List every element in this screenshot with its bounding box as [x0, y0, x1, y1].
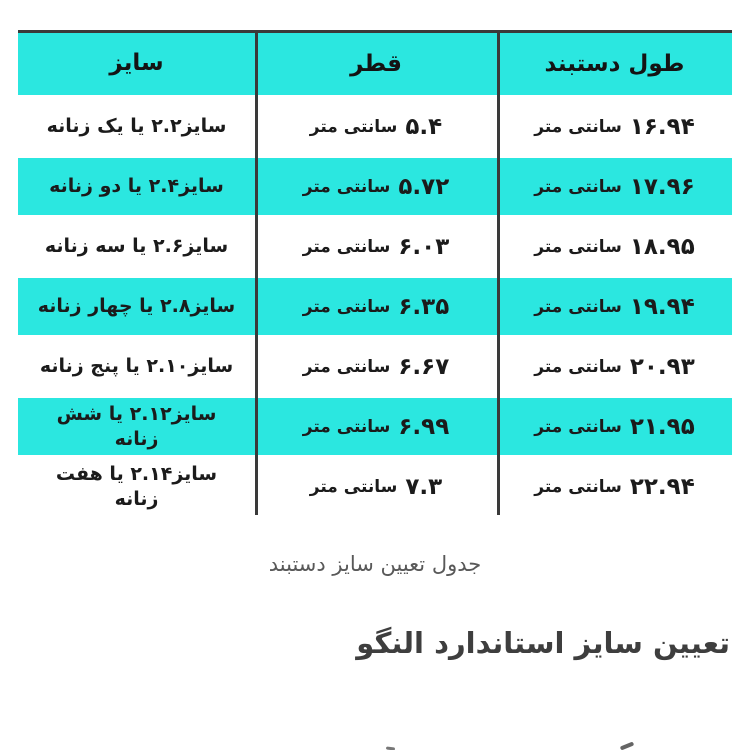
diameter-cell: [255, 338, 497, 395]
length-value: ۱۷.۹۶: [629, 173, 695, 200]
diameter-unit: سانتی متر: [302, 296, 391, 317]
diameter-unit: سانتی متر: [309, 476, 398, 497]
diameter-value: ۶.۹۹: [398, 413, 450, 440]
table-row: [18, 155, 732, 215]
size-cell: سایز۲.۱۴ یا هفت زنانه: [55, 462, 218, 510]
length-value: ۱۸.۹۵: [629, 233, 695, 260]
table-row: [18, 455, 732, 515]
length-unit: سانتی متر: [534, 296, 622, 317]
diameter-cell: [255, 398, 497, 455]
diameter-cell: [255, 458, 497, 515]
length-value: ۲۰.۹۳: [629, 353, 695, 380]
diameter-unit: سانتی متر: [309, 116, 398, 137]
diameter-value: ۶.۶۷: [398, 353, 450, 380]
length-cell: [497, 218, 732, 275]
length-cell: [497, 338, 732, 395]
size-cell: سایز۲.۱۲ یا شش زنانه: [56, 402, 217, 450]
length-cell: [497, 398, 732, 455]
length-cell: [497, 158, 732, 215]
length-value: ۱۶.۹۴: [629, 113, 695, 140]
diameter-unit: سانتی متر: [302, 236, 391, 257]
length-unit: سانتی متر: [534, 176, 622, 197]
length-cell: [497, 98, 732, 155]
length-unit: سانتی متر: [534, 356, 622, 377]
diameter-unit: سانتی متر: [302, 356, 391, 377]
cut-off-text-fragment: [386, 746, 395, 750]
diameter-unit: سانتی متر: [302, 416, 391, 437]
diameter-value: ۶.۳۵: [398, 293, 450, 320]
table-row: [18, 95, 732, 155]
table-row: [18, 215, 732, 275]
size-cell: سایز۲.۶ یا سه زنانه: [44, 235, 229, 258]
diameter-unit: سانتی متر: [302, 176, 391, 197]
length-value: ۱۹.۹۴: [629, 293, 695, 320]
length-value: ۲۱.۹۵: [629, 413, 695, 440]
bracelet-size-table: [18, 30, 732, 515]
diameter-cell: [255, 218, 497, 275]
table-row: [18, 275, 732, 335]
diameter-value: ۵.۴: [405, 113, 443, 140]
diameter-value: ۶.۰۳: [398, 233, 450, 260]
header-length: طول دستبند: [544, 51, 685, 77]
section-heading: تعیین سایز استاندارد النگو: [356, 626, 730, 660]
diameter-cell: [255, 98, 497, 155]
column-divider: [497, 33, 500, 515]
table-caption: جدول تعیین سایز دستبند: [268, 552, 482, 576]
size-cell: سایز۲.۴ یا دو زنانه: [49, 175, 224, 198]
diameter-value: ۵.۷۲: [398, 173, 450, 200]
length-cell: [497, 278, 732, 335]
length-value: ۲۲.۹۴: [629, 473, 695, 500]
table-row: [18, 335, 732, 395]
length-unit: سانتی متر: [534, 476, 622, 497]
length-unit: سانتی متر: [534, 416, 622, 437]
header-diameter: قطر: [350, 51, 402, 77]
length-unit: سانتی متر: [534, 236, 622, 257]
cut-off-text-fragment: [620, 742, 634, 750]
diameter-value: ۷.۳: [405, 473, 443, 500]
table-body: [18, 95, 732, 515]
size-cell: سایز۲.۸ یا چهار زنانه: [37, 295, 236, 318]
table-row: [18, 395, 732, 455]
table-header-row: [18, 33, 732, 95]
header-size: سایز: [109, 50, 164, 77]
diameter-cell: [255, 278, 497, 335]
size-cell: سایز۲.۲ یا یک زنانه: [46, 115, 227, 138]
diameter-cell: [255, 158, 497, 215]
length-cell: [497, 458, 732, 515]
size-cell: سایز۲.۱۰ یا پنج زنانه: [39, 355, 234, 378]
column-divider: [255, 33, 258, 515]
length-unit: سانتی متر: [534, 116, 622, 137]
